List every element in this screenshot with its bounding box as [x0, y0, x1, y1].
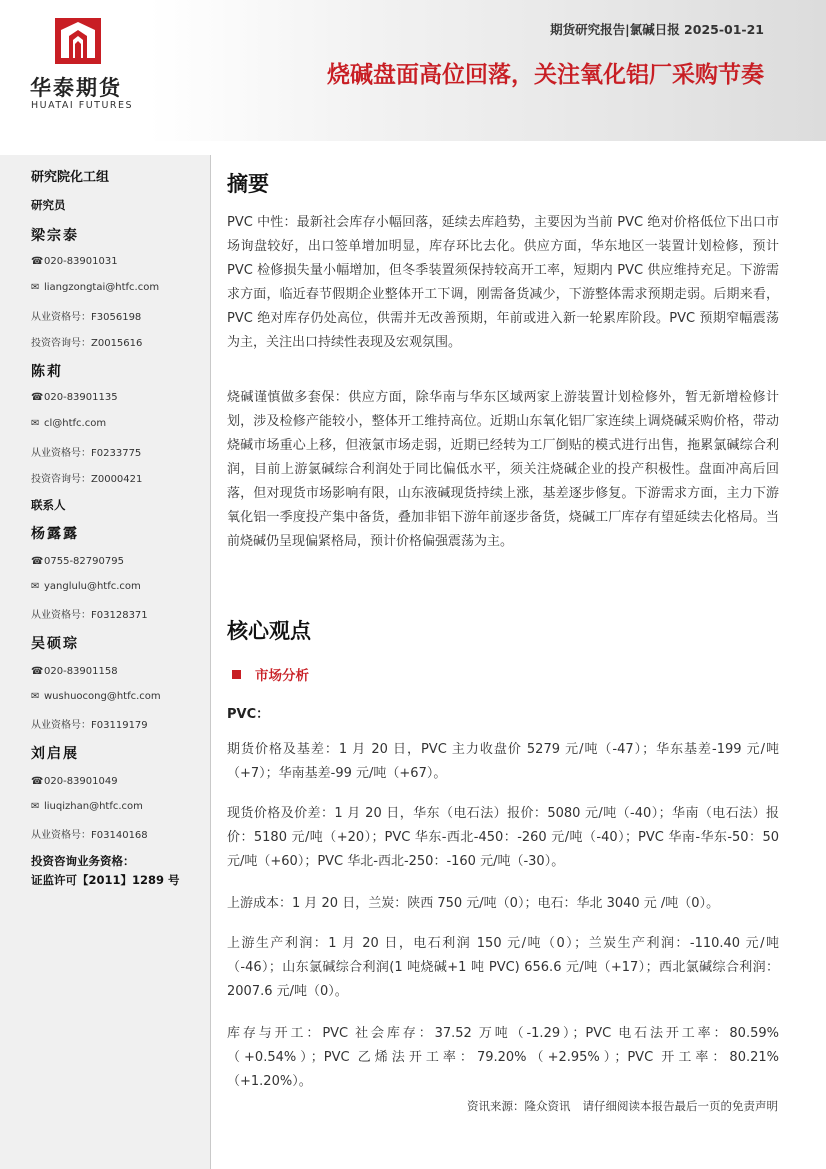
- spot-spread-item: 现货价格及价差：1 月 20 日，华东（电石法）报价：5080 元/吨（-40）；华南（电石法）报价：5180 元/吨（+20）；PVC 华东-西北-450：-260 元/吨（-40）；PVC 华南-华东-50：50 元/吨（+60）；PVC 华北-西北-250：-160 元/吨（-30）。: [227, 806, 779, 869]
- page-footer: [467, 1098, 778, 1114]
- contact-label: 联系人: [31, 498, 66, 512]
- contact-name: 刘启展: [31, 746, 79, 762]
- analyst-invest-id: 投资咨询号：Z0000421: [31, 474, 143, 485]
- upstream-cost-item: 上游成本：1 月 20 日，兰炭：陕西 750 元/吨（0）；电石：华北 3040 元 /吨（0）。: [227, 896, 720, 911]
- analyst-phone: ☎020-83901135: [31, 392, 118, 403]
- report-header: [0, 0, 826, 141]
- contact-license: 从业资格号：F03128371: [31, 610, 148, 621]
- analyst-email[interactable]: ✉ liangzongtai@htfc.com: [31, 282, 160, 293]
- phone-icon: ☎: [31, 556, 44, 567]
- contact-email[interactable]: ✉ yanglulu@htfc.com: [31, 581, 141, 592]
- contact-name: 吴硕琮: [31, 636, 79, 652]
- phone-icon: ☎: [31, 392, 44, 403]
- contact-phone: ☎0755-82790795: [31, 556, 124, 567]
- analyst-license: 从业资格号：F0233775: [31, 448, 142, 459]
- analyst-phone: ☎020-83901031: [31, 256, 118, 267]
- contact-license: 从业资格号：F03140168: [31, 830, 148, 841]
- envelope-icon: ✉: [31, 581, 40, 592]
- contact-phone: ☎020-83901049: [31, 776, 118, 787]
- researcher-label: 研究员: [31, 198, 66, 212]
- analyst-invest-id: 投资咨询号：Z0015616: [31, 338, 143, 349]
- analyst-license: 从业资格号：F3056198: [31, 312, 142, 323]
- square-bullet-icon: [232, 670, 241, 679]
- contact-phone: ☎020-83901158: [31, 666, 118, 677]
- qualification-label: 投资咨询业务资格：: [31, 854, 135, 868]
- summary-pvc-paragraph: PVC 中性：最新社会库存小幅回落，延续去库趋势，主要因为当前 PVC 绝对价格低位下出口市场询盘较好，出口签单增加明显，库存环比去化。供应方面，华东地区一装置计划检修，预计 PVC 检修损失量小幅增加，但冬季装置须保持较高开工率，短期内 PVC 供应维持充足。下游需求方面，临近春节假期企业整体开工下调，刚需备货减少，下游整体需求预期走弱。后期来看，PVC 绝对库存仍处高位，供需并无改善预期，年前或进入新一轮累库阶段。PVC 预期窄幅震荡为主，关注出口持续性表现及宏观氛围。: [227, 215, 779, 350]
- contact-license: 从业资格号：F03119179: [31, 720, 148, 731]
- company-name-en: HUATAI FUTURES: [31, 100, 134, 111]
- report-tag: 期货研究报告|氯碱日报 2025-01-21: [550, 22, 764, 37]
- contact-email[interactable]: ✉ wushuocong@htfc.com: [31, 691, 161, 702]
- research-group: 研究院化工组: [31, 170, 110, 185]
- summary-caustic-paragraph: 烧碱谨慎做多套保：供应方面，除华南与华东区域两家上游装置计划检修外，暂无新增检修计划，涉及检修产能较小，整体开工维持高位。近期山东氧化铝厂家连续上调烧碱采购价格，带动烧碱市场重心上移，但液氯市场走弱，近期已经转为工厂倒贴的模式进行出售，拖累氯碱综合利润，目前上游氯碱综合利润处于同比偏低水平，须关注烧碱企业的投产积极性。盘面冲高后回落，但对现货市场影响有限，山东液碱现货持续上涨，基差逐步修复。下游需求方面，主力下游氧化铝一季度投产集中备货，叠加非铝下游年前逐步备货，烧碱工厂库存有望延续去化格局。当前烧碱仍呈现偏紧格局，预计价格偏强震荡为主。: [227, 390, 779, 549]
- company-name-cn: 华泰期货: [30, 76, 122, 100]
- core-view-heading: 核心观点: [227, 619, 311, 643]
- contact-email[interactable]: ✉ liuqizhan@htfc.com: [31, 801, 143, 812]
- qualification-license: 证监许可【2011】1289 号: [31, 873, 180, 887]
- analyst-name: 梁宗泰: [31, 228, 79, 244]
- contact-name: 杨露露: [31, 526, 79, 542]
- huatai-logo-icon: [55, 18, 101, 64]
- phone-icon: ☎: [31, 256, 44, 267]
- inventory-operating-item: 库存与开工：PVC 社会库存：37.52 万吨（-1.29）；PVC 电石法开工率：80.59%（+0.54%）；PVC 乙烯法开工率：79.20%（+2.95%）；PVC 开工率：80.21%（+1.20%）。: [227, 1026, 779, 1089]
- analyst-name: 陈莉: [31, 364, 63, 380]
- phone-icon: ☎: [31, 666, 44, 677]
- pvc-label: PVC：: [227, 707, 270, 722]
- analyst-email[interactable]: ✉ cl@htfc.com: [31, 418, 107, 429]
- phone-icon: ☎: [31, 776, 44, 787]
- market-analysis-heading: 市场分析: [232, 664, 309, 684]
- envelope-icon: ✉: [31, 691, 40, 702]
- report-title: 烧碱盘面高位回落，关注氧化铝厂采购节奏: [327, 62, 764, 88]
- envelope-icon: ✉: [31, 801, 40, 812]
- disclaimer-note: 请仔细阅读本报告最后一页的免责声明: [582, 1099, 778, 1113]
- futures-basis-item: 期货价格及基差：1 月 20 日，PVC 主力收盘价 5279 元/吨（-47）；华东基差-199 元/吨（+7）；华南基差-99 元/吨（+67）。: [227, 742, 779, 781]
- envelope-icon: ✉: [31, 282, 40, 293]
- envelope-icon: ✉: [31, 418, 40, 429]
- summary-heading: 摘要: [227, 172, 269, 196]
- source-note: 资讯来源：隆众资讯: [467, 1099, 571, 1113]
- upstream-profit-item: 上游生产利润：1 月 20 日，电石利润 150 元/吨（0）；兰炭生产利润：-110.40 元/吨（-46）；山东氯碱综合利润(1 吨烧碱+1 吨 PVC) 656.6 元/吨（+17）；西北氯碱综合利润：2007.6 元/吨（0）。: [227, 936, 779, 999]
